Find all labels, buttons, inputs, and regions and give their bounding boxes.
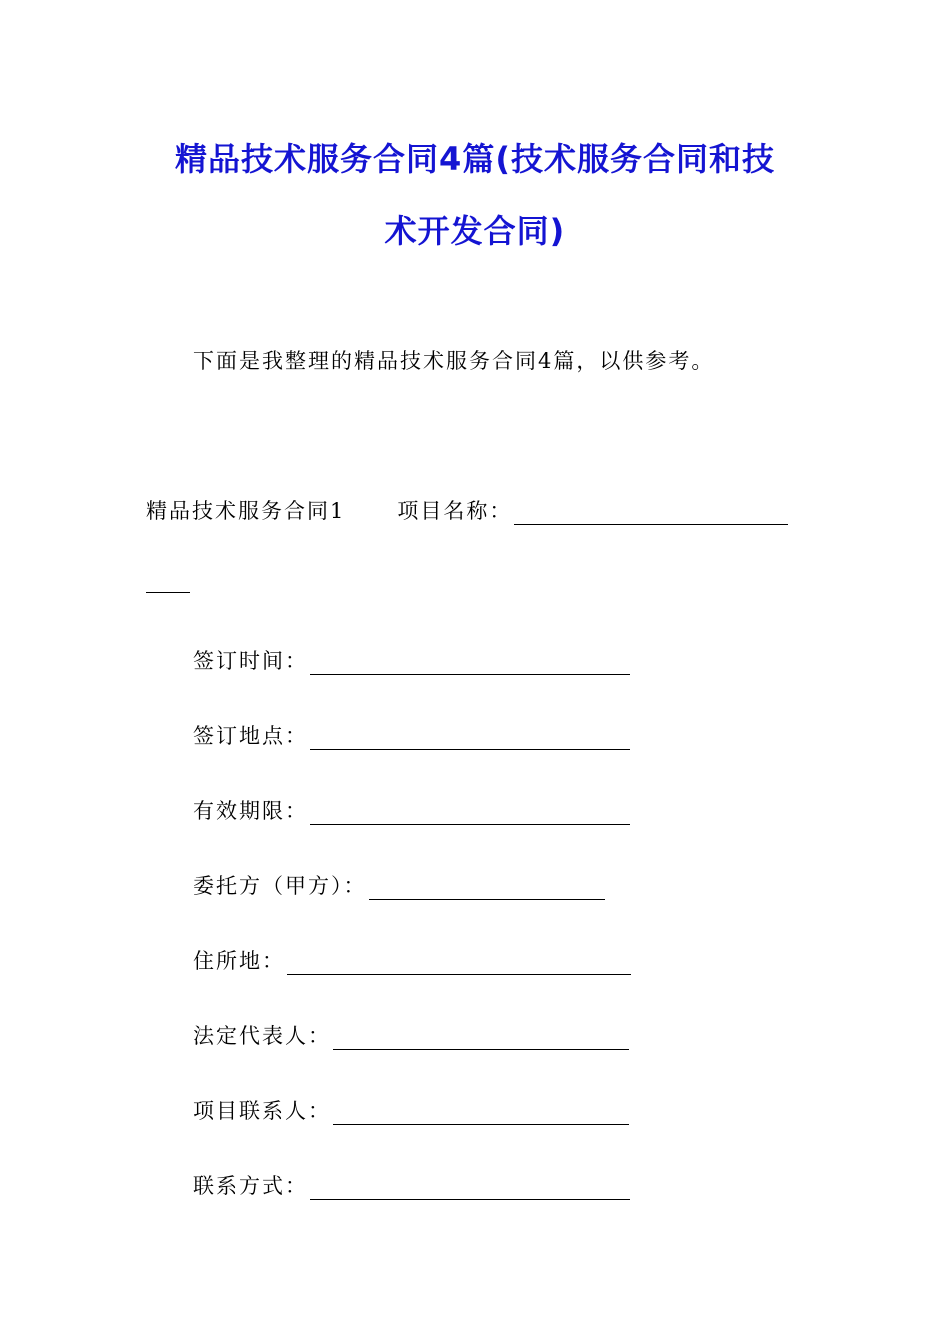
- field-blank: [369, 879, 605, 900]
- field-blank: [310, 729, 630, 750]
- intro-paragraph: 下面是我整理的精品技术服务合同4篇，以供参考。: [193, 349, 715, 373]
- validity-period-field: [193, 795, 630, 825]
- project-name-blank: [514, 504, 788, 525]
- field-blank: [310, 654, 630, 675]
- project-name-label: 项目名称：: [397, 499, 513, 523]
- contact-method-field: [193, 1170, 630, 1200]
- field-label: 签订时间：: [193, 649, 308, 673]
- signing-time-field: [193, 645, 630, 675]
- signing-place-field: [193, 720, 630, 750]
- field-label: 联系方式：: [193, 1174, 308, 1198]
- field-label: 有效期限：: [193, 799, 308, 823]
- field-label: 委托方（甲方）：: [193, 874, 367, 898]
- section-heading: 精品技术服务合同1: [146, 499, 346, 523]
- field-blank: [310, 1179, 630, 1200]
- field-label: 项目联系人：: [193, 1099, 331, 1123]
- legal-representative-field: [193, 1020, 629, 1050]
- project-name-blank-continued: [146, 592, 190, 593]
- project-name-row: [146, 495, 788, 525]
- field-label: 法定代表人：: [193, 1024, 331, 1048]
- field-label: 住所地：: [193, 949, 285, 973]
- client-party-a-field: [193, 870, 605, 900]
- field-blank: [310, 804, 630, 825]
- field-blank: [333, 1104, 629, 1125]
- document-title-line-2: 术开发合同): [384, 212, 566, 250]
- field-blank: [287, 954, 631, 975]
- address-field: [193, 945, 631, 975]
- document-title-line-1: 精品技术服务合同4篇(技术服务合同和技: [175, 140, 775, 178]
- field-label: 签订地点：: [193, 724, 308, 748]
- project-contact-field: [193, 1095, 629, 1125]
- field-blank: [333, 1029, 629, 1050]
